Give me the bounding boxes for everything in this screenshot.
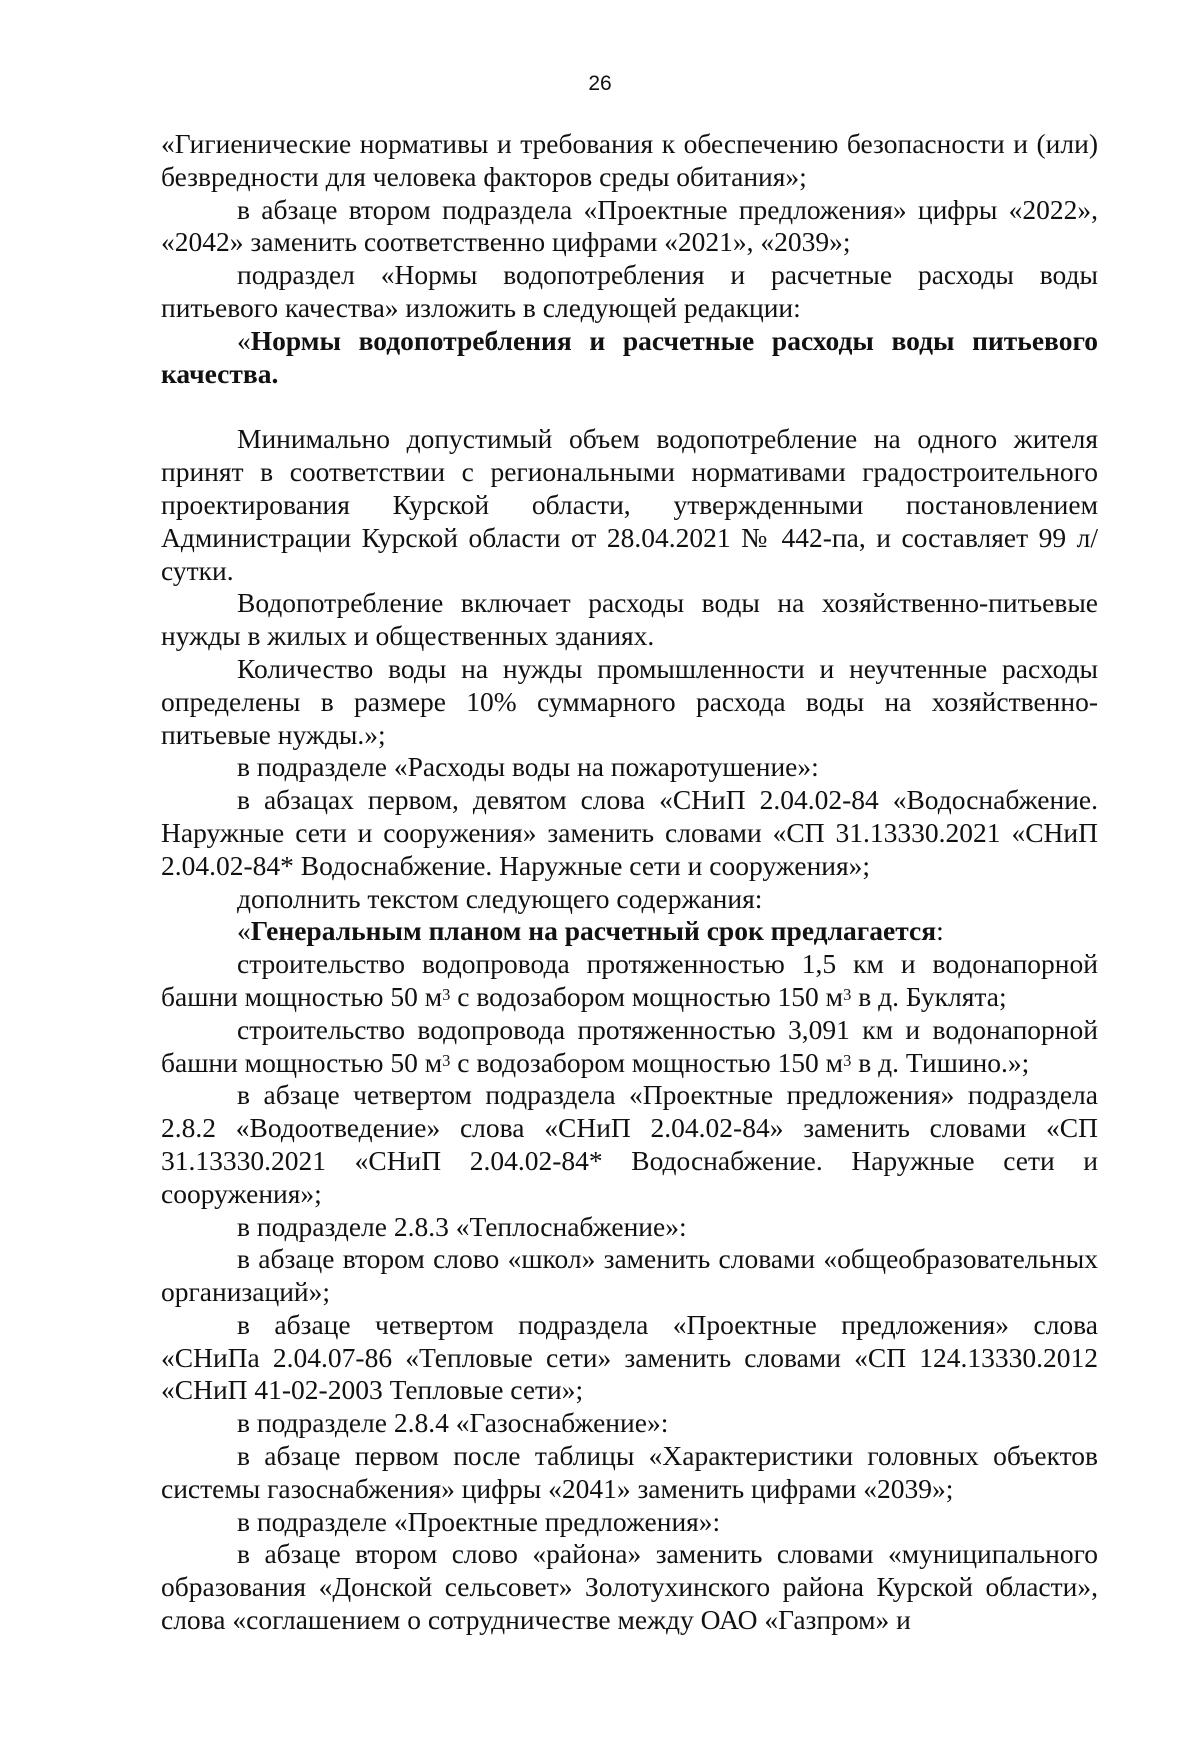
paragraph-schools-replacement: в абзаце втором слово «школ» заменить словами «общеобразовательных организаций»; xyxy=(161,1243,1098,1308)
paragraph-firefighting-subsection: в подразделе «Расходы воды на пожаротушение»: xyxy=(237,751,819,783)
paragraph-add-text: дополнить текстом следующего содержания: xyxy=(237,882,763,914)
paragraph-gas-table-dates: в абзаце первом после таблицы «Характеристики головных объектов системы газоснабжения» цифры «2041» заменить цифрами «2039»; xyxy=(161,1440,1098,1504)
buklyata-text-2: с водозабором мощностью 150 м xyxy=(450,980,844,1012)
superscript-cubic: 3 xyxy=(442,984,451,1004)
paragraph-heat-supply-subsection: в подразделе 2.8.3 «Теплоснабжение»: xyxy=(237,1210,687,1242)
paragraph-minimum-consumption: Минимально допустимый объем водопотребление на одного жителя принят в соответствии с региональными нормативами градостроительного проектирования Курской области, утвержденными постановлением Администрации Курской области от 28.04.2021 № 442-па, и составляет 99 л/сутки. xyxy=(161,423,1098,586)
paragraph-wastewater-snip: в абзаце четвертом подраздела «Проектные предложения» подраздела 2.8.2 «Водоотведение» слова «СНиП 2.04.02-84» заменить словами «СП 31.13330.2021 «СНиП 2.04.02-84* Водоснабжение. Наружные сети и сооружения»; xyxy=(161,1079,1098,1209)
heading-water-norms-text: Нормы водопотребления и расчетные расходы воды питьевого качества. xyxy=(161,324,1098,389)
paragraph-project-proposals-dates: в абзаце втором подраздела «Проектные предложения» цифры «2022», «2042» заменить соответственно цифрами «2021», «2039»; xyxy=(161,193,1098,258)
document-body xyxy=(161,128,1098,1637)
tishino-text-3: в д. Тишино.»; xyxy=(851,1046,1030,1078)
tishino-text-1: строительство водопровода протяженностью 3,091 км и водонапорной башни мощностью 50 м xyxy=(161,1013,1098,1078)
paragraph-tishino-construction xyxy=(161,1014,1098,1080)
paragraph-gas-supply-subsection: в подразделе 2.8.4 «Газоснабжение»: xyxy=(237,1407,669,1439)
section-heading-general-plan xyxy=(161,915,1098,948)
buklyata-text-1: строительство водопровода протяженностью 1,5 км и водонапорной башни мощностью 50 м xyxy=(161,948,1098,1012)
superscript-cubic: 3 xyxy=(843,984,852,1004)
paragraph-water-norms-intro: подраздел «Нормы водопотребления и расчетные расходы воды питьевого качества» изложить в следующей редакции: xyxy=(161,259,1098,323)
plan-colon: : xyxy=(936,915,944,947)
page-number: 26 xyxy=(588,72,612,95)
paragraph-project-proposals-subsection: в подразделе «Проектные предложения»: xyxy=(237,1505,721,1537)
tishino-text-2: с водозабором мощностью 150 м xyxy=(450,1046,844,1078)
paragraph-heat-networks-snip: в абзаце четвертом подраздела «Проектные предложения» слова «СНиПа 2.04.07-86 «Тепловые сети» заменить словами «СП 124.13330.2012 «СНиП 41-02-2003 Тепловые сети»; xyxy=(161,1308,1098,1406)
paragraph-district-replacement: в абзаце втором слово «района» заменить словами «муниципального образования «Донской сельсовет» Золотухинского района Курской области», слова «соглашением о сотрудничестве между ОАО «Газпром» и xyxy=(161,1538,1098,1636)
heading-open-quote: « xyxy=(237,324,251,356)
heading-general-plan-text: Генеральным планом на расчетный срок предлагается xyxy=(250,915,937,947)
paragraph-hygienic-standards: «Гигиенические нормативы и требования к обеспечению безопасности и (или) безвредности для человека факторов среды обитания»; xyxy=(161,128,1098,192)
buklyata-text-3: в д. Буклята; xyxy=(851,980,1007,1012)
paragraph-industry-water: Количество воды на нужды промышленности и неучтенные расходы определены в размере 10% суммарного расхода воды на хозяйственно-питьевые нужды.»; xyxy=(161,652,1098,750)
paragraph-snip-replacement: в абзацах первом, девятом слова «СНиП 2.04.02-84 «Водоснабжение. Наружные сети и сооружения» заменить словами «СП 31.13330.2021 «СНиП 2.04.02-84* Водоснабжение. Наружные сети и сооружения»; xyxy=(161,784,1098,881)
superscript-cubic: 3 xyxy=(442,1050,451,1070)
paragraph-buklyata-construction xyxy=(161,948,1098,1014)
superscript-cubic: 3 xyxy=(843,1050,852,1070)
paragraph-consumption-includes: Водопотребление включает расходы воды на хозяйственно-питьевые нужды в жилых и общественных зданиях. xyxy=(161,587,1098,652)
section-heading-water-norms xyxy=(161,325,1098,391)
plan-open-quote: « xyxy=(237,915,251,947)
